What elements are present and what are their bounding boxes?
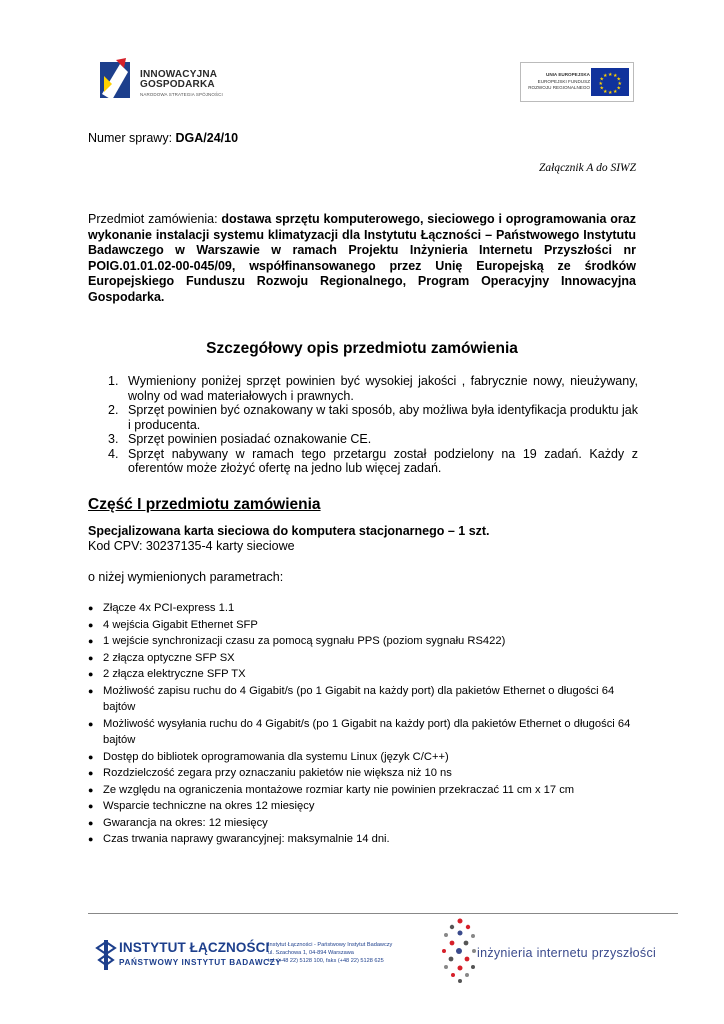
- svg-text:★: ★: [599, 85, 604, 92]
- bullet-icon: ●: [88, 652, 94, 663]
- part-title: Część I przedmiotu zamówienia: [88, 496, 321, 513]
- parameter-text: Czas trwania naprawy gwarancyjnej: maksymalnie 14 dni.: [103, 833, 390, 845]
- instytut-lacznosci-logo: [95, 938, 425, 974]
- ig-emblem-icon: [90, 54, 140, 114]
- bullet-icon: ●: [88, 751, 94, 762]
- eu-logo-line3: ROZWOJU REGIONALNEGO: [528, 85, 590, 90]
- eu-logo-line1: UNIA EUROPEJSKA: [546, 72, 590, 77]
- parameter-text: Rozdzielczość zegara przy oznaczaniu pakietów nie większa niż 10 ns: [103, 767, 452, 779]
- innowacyjna-gospodarka-logo: [88, 50, 248, 116]
- iip-dots-icon: [440, 915, 480, 985]
- requirement-number: 2.: [108, 403, 119, 417]
- bullet-icon: ●: [88, 801, 94, 811]
- ig-logo-line1: INNOWACYJNA: [140, 69, 218, 80]
- parameter-item: [88, 683, 648, 716]
- il-address-line3: tel. (+48 22) 5128 100, faks (+48 22) 5128 625: [268, 958, 384, 964]
- eu-logo: [520, 62, 634, 102]
- subject-label: Przedmiot zamówienia:: [88, 212, 222, 226]
- bullet-icon: ●: [88, 768, 94, 778]
- bullet-icon: ●: [88, 669, 94, 679]
- requirement-text: Wymieniony poniżej sprzęt powinien być wysokiej jakości , fabrycznie nowy, nieużywany, wolny od wad materiałowych i prawnych.: [128, 374, 638, 403]
- svg-text:★: ★: [608, 90, 613, 96]
- requirement-item: [108, 403, 638, 432]
- requirement-item: [108, 447, 638, 476]
- eu-logo-line2: EUROPEJSKI FUNDUSZ: [537, 79, 590, 84]
- svg-text:★: ★: [603, 73, 608, 79]
- parameter-item: [88, 633, 648, 650]
- case-number-label: Numer sprawy:: [88, 131, 176, 145]
- parameter-text: Gwarancja na okres: 12 miesięcy: [103, 816, 268, 829]
- parameter-item: [88, 617, 648, 634]
- eu-stars-icon: [591, 68, 629, 96]
- il-logo-sub: PAŃSTWOWY INSTYTUT BADAWCZY: [119, 958, 282, 967]
- parameter-item: [88, 600, 648, 617]
- ig-logo-line3: NARODOWA STRATEGIA SPÓJNOŚCI: [140, 92, 223, 97]
- il-emblem-icon: [95, 938, 117, 972]
- footer-divider: [88, 913, 678, 914]
- svg-text:★: ★: [603, 89, 608, 95]
- bullet-icon: ●: [88, 718, 94, 729]
- bullet-icon: ●: [88, 784, 94, 795]
- bullet-icon: ●: [88, 619, 94, 630]
- requirement-number: 4.: [108, 446, 119, 461]
- parameter-item: [88, 831, 648, 848]
- parameter-text: Wsparcie techniczne na okres 12 miesięcy: [103, 800, 315, 812]
- parameter-text: Możliwość zapisu ruchu do 4 Gigabit/s (po 1 Gigabit na każdy port) dla pakietów Ethernet o długości 64 bajtów: [103, 684, 615, 713]
- detail-title: Szczegółowy opis przedmiotu zamówienia: [206, 340, 518, 357]
- svg-text:★: ★: [598, 81, 603, 87]
- il-logo-main: INSTYTUT ŁĄCZNOŚCI: [119, 940, 270, 955]
- requirement-text: Sprzęt powinien posiadać oznakowanie CE.: [128, 432, 372, 446]
- requirement-number: 3.: [108, 432, 119, 446]
- bullet-icon: ●: [88, 834, 94, 844]
- requirement-item: [108, 432, 638, 447]
- il-address-line1: Instytut Łączności - Państwowy Instytut Badawczy: [268, 942, 393, 948]
- case-number-value: DGA/24/10: [175, 131, 239, 145]
- svg-text:★: ★: [613, 73, 618, 79]
- parameter-item: [88, 716, 648, 749]
- ig-logo-line2: GOSPODARKA: [140, 79, 215, 90]
- params-intro: o niżej wymienionych parametrach:: [88, 570, 284, 584]
- parameter-text: Złącze 4x PCI-express 1.1: [103, 602, 235, 614]
- subject-paragraph: [88, 212, 636, 305]
- requirement-text: Sprzęt powinien być oznakowany w taki sposób, aby możliwa była identyfikacja produktu jak i producenta.: [128, 403, 638, 432]
- spec-title: Specjalizowana karta sieciowa do komputera stacjonarnego – 1 szt.: [88, 524, 490, 538]
- parameter-text: 2 złącza elektryczne SFP TX: [103, 668, 246, 680]
- bullet-icon: ●: [88, 636, 94, 646]
- svg-text:★: ★: [617, 81, 622, 87]
- iip-logo: [440, 915, 680, 985]
- parameter-text: 1 wejście synchronizacji czasu za pomocą sygnału PPS (poziom sygnału RS422): [103, 635, 506, 647]
- requirement-text: Sprzęt nabywany w ramach tego przetargu został podzielony na 19 zadań. Każdy z oferentów może złożyć ofertę na jedno lub więcej zadań.: [128, 446, 638, 475]
- requirement-number: 1.: [108, 374, 119, 388]
- il-address: [268, 941, 392, 965]
- parameter-text: Dostęp do bibliotek oprogramowania dla systemu Linux (język C/C++): [103, 750, 449, 763]
- svg-text:★: ★: [616, 85, 621, 92]
- case-number-line: [88, 131, 238, 146]
- svg-text:★: ★: [599, 76, 604, 83]
- parameter-item: [88, 798, 648, 815]
- parameters-list: [88, 600, 648, 848]
- parameter-text: 2 złącza optyczne SFP SX: [103, 651, 235, 664]
- il-address-line2: ul. Szachowa 1, 04-894 Warszawa: [268, 950, 354, 956]
- parameter-item: [88, 666, 648, 683]
- parameter-text: Ze względu na ograniczenia montażowe rozmiar karty nie powinien przekraczać 11 cm x 17 cm: [103, 783, 575, 796]
- svg-text:★: ★: [608, 72, 613, 78]
- attachment-label: Załącznik A do SIWZ: [538, 162, 636, 174]
- bullet-icon: ●: [88, 685, 94, 696]
- parameter-item: [88, 815, 648, 832]
- subject-text: dostawa sprzętu komputerowego, sieciowego i oprogramowania oraz wykonanie instalacji systemu klimatyzacji dla Instytutu Łączności – Państwowego Instytutu Badawczego w Warszawie w ramach Projektu Inżynieria Internetu Przyszłości nr POIG.01.01.02-00-045/09, współfinansowanego przez Unię Europejską ze środków Europejskiego Funduszu Rozwoju Regionalnego, Program Operacyjny Innowacyjna Gospodarka.: [88, 212, 636, 304]
- eu-flag-icon: [591, 68, 629, 96]
- parameter-item: [88, 765, 648, 782]
- bullet-icon: ●: [88, 817, 94, 828]
- parameter-text: Możliwość wysyłania ruchu do 4 Gigabit/s (po 1 Gigabit na każdy port) dla pakietów Ethernet o długości 64 bajtów: [103, 717, 631, 746]
- iip-logo-text: inżynieria internetu przyszłości: [477, 946, 657, 960]
- bullet-icon: ●: [88, 603, 94, 613]
- requirements-list: [108, 374, 638, 476]
- parameter-item: [88, 749, 648, 766]
- requirement-item: [108, 374, 638, 403]
- parameter-item: [88, 782, 648, 799]
- svg-text:★: ★: [616, 76, 621, 83]
- parameter-text: 4 wejścia Gigabit Ethernet SFP: [103, 618, 258, 631]
- svg-text:★: ★: [613, 89, 618, 95]
- parameter-item: [88, 650, 648, 667]
- cpv-code: Kod CPV: 30237135-4 karty sieciowe: [88, 539, 295, 553]
